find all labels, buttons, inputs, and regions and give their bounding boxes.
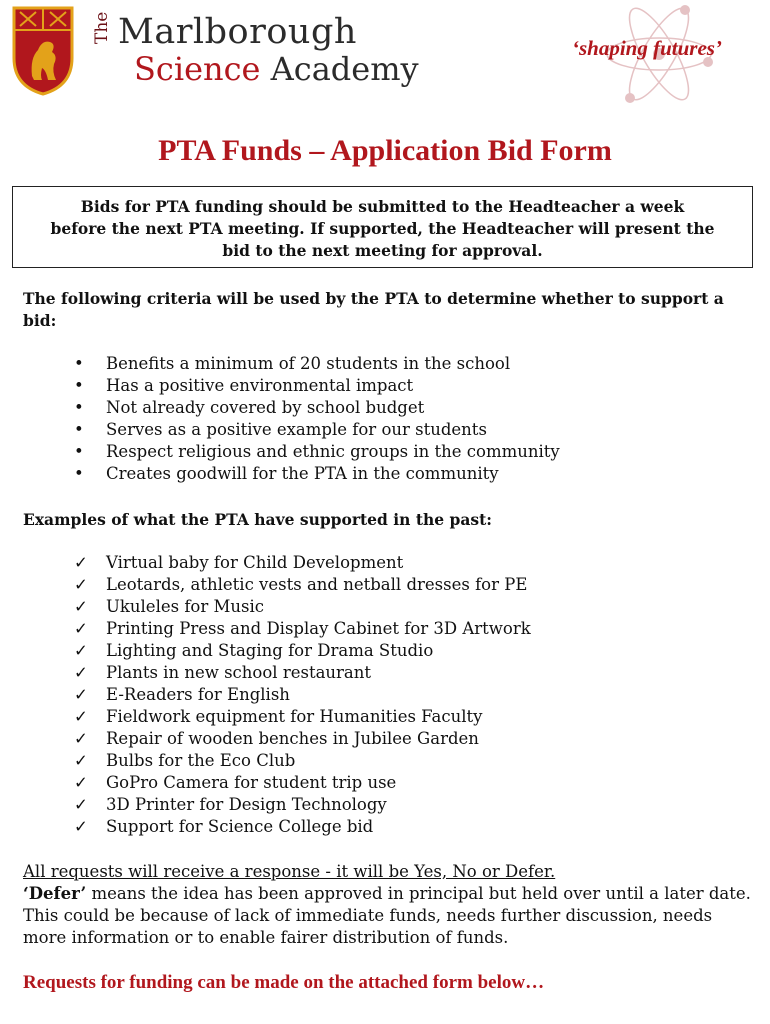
checkmark-icon: ✓ bbox=[74, 729, 88, 748]
checkmark-icon: ✓ bbox=[74, 817, 88, 836]
list-item bbox=[0, 706, 531, 728]
list-item bbox=[0, 375, 560, 397]
bullet-icon: • bbox=[74, 420, 84, 439]
notice-line: Bids for PTA funding should be submitted to the Headteacher a week bbox=[80, 197, 685, 216]
bullet-icon: • bbox=[74, 354, 84, 373]
list-item bbox=[0, 728, 531, 750]
funding-request-note: Requests for funding can be made on the attached form below… bbox=[23, 972, 545, 993]
checkmark-icon: ✓ bbox=[74, 575, 88, 594]
example-text: Fieldwork equipment for Humanities Faculty bbox=[106, 707, 483, 726]
checkmark-icon: ✓ bbox=[74, 751, 88, 770]
list-item bbox=[0, 750, 531, 772]
defer-explanation bbox=[23, 883, 753, 949]
bullet-icon: • bbox=[74, 442, 84, 461]
example-text: Support for Science College bid bbox=[106, 817, 374, 836]
criteria-text: Benefits a minimum of 20 students in the school bbox=[106, 354, 511, 373]
list-item bbox=[0, 662, 531, 684]
school-name-academy: Academy bbox=[260, 50, 419, 88]
criteria-text: Respect religious and ethnic groups in the community bbox=[106, 442, 560, 461]
examples-list bbox=[0, 552, 531, 838]
list-item bbox=[0, 772, 531, 794]
example-text: Leotards, athletic vests and netball dresses for PE bbox=[106, 575, 528, 594]
criteria-text: Has a positive environmental impact bbox=[106, 376, 414, 395]
list-item bbox=[0, 353, 560, 375]
checkmark-icon: ✓ bbox=[74, 663, 88, 682]
page-title: PTA Funds – Application Bid Form bbox=[158, 134, 612, 167]
checkmark-icon: ✓ bbox=[74, 553, 88, 572]
example-text: E-Readers for English bbox=[106, 685, 290, 704]
bullet-icon: • bbox=[74, 376, 84, 395]
school-name-science: Science bbox=[134, 50, 261, 88]
school-name-line2 bbox=[134, 50, 419, 88]
criteria-text: Not already covered by school budget bbox=[106, 398, 425, 417]
list-item bbox=[0, 574, 531, 596]
example-text: Bulbs for the Eco Club bbox=[106, 751, 296, 770]
checkmark-icon: ✓ bbox=[74, 773, 88, 792]
checkmark-icon: ✓ bbox=[74, 707, 88, 726]
response-statement: All requests will receive a response - it will be Yes, No or Defer. bbox=[23, 862, 556, 881]
header bbox=[0, 0, 770, 110]
list-item bbox=[0, 684, 531, 706]
list-item bbox=[0, 419, 560, 441]
example-text: Printing Press and Display Cabinet for 3D Artwork bbox=[106, 619, 531, 638]
criteria-list bbox=[0, 353, 560, 485]
list-item bbox=[0, 552, 531, 574]
school-motto: ‘shaping futures’ bbox=[572, 36, 722, 60]
checkmark-icon: ✓ bbox=[74, 685, 88, 704]
example-text: GoPro Camera for student trip use bbox=[106, 773, 397, 792]
school-crest-icon bbox=[12, 6, 74, 96]
example-text: Repair of wooden benches in Jubilee Garden bbox=[106, 729, 479, 748]
defer-text: means the idea has been approved in principal but held over until a later date. This could be because of lack of immediate funds, needs further discussion, needs more information or to enable fairer distribution of funds. bbox=[23, 884, 751, 947]
example-text: Virtual baby for Child Development bbox=[106, 553, 404, 572]
examples-heading: Examples of what the PTA have supported in the past: bbox=[23, 510, 493, 529]
school-name-prefix: The bbox=[92, 11, 112, 44]
list-item bbox=[0, 596, 531, 618]
list-item bbox=[0, 794, 531, 816]
school-name-line1: Marlborough bbox=[118, 12, 357, 52]
bullet-icon: • bbox=[74, 464, 84, 483]
criteria-text: Serves as a positive example for our students bbox=[106, 420, 487, 439]
example-text: Ukuleles for Music bbox=[106, 597, 265, 616]
list-item bbox=[0, 397, 560, 419]
defer-term: ‘Defer’ bbox=[23, 884, 87, 903]
bullet-icon: • bbox=[74, 398, 84, 417]
criteria-intro: The following criteria will be used by the PTA to determine whether to support a bid: bbox=[23, 289, 724, 330]
notice-line: bid to the next meeting for approval. bbox=[222, 241, 543, 260]
example-text: Lighting and Staging for Drama Studio bbox=[106, 641, 434, 660]
list-item bbox=[0, 640, 531, 662]
checkmark-icon: ✓ bbox=[74, 619, 88, 638]
list-item bbox=[0, 463, 560, 485]
checkmark-icon: ✓ bbox=[74, 641, 88, 660]
response-policy bbox=[23, 861, 753, 949]
list-item bbox=[0, 816, 531, 838]
example-text: Plants in new school restaurant bbox=[106, 663, 372, 682]
criteria-text: Creates goodwill for the PTA in the community bbox=[106, 464, 499, 483]
list-item bbox=[0, 618, 531, 640]
submission-notice-box bbox=[12, 186, 753, 268]
example-text: 3D Printer for Design Technology bbox=[106, 795, 387, 814]
list-item bbox=[0, 441, 560, 463]
checkmark-icon: ✓ bbox=[74, 795, 88, 814]
checkmark-icon: ✓ bbox=[74, 597, 88, 616]
notice-line: before the next PTA meeting. If supported, the Headteacher will present the bbox=[50, 219, 715, 238]
